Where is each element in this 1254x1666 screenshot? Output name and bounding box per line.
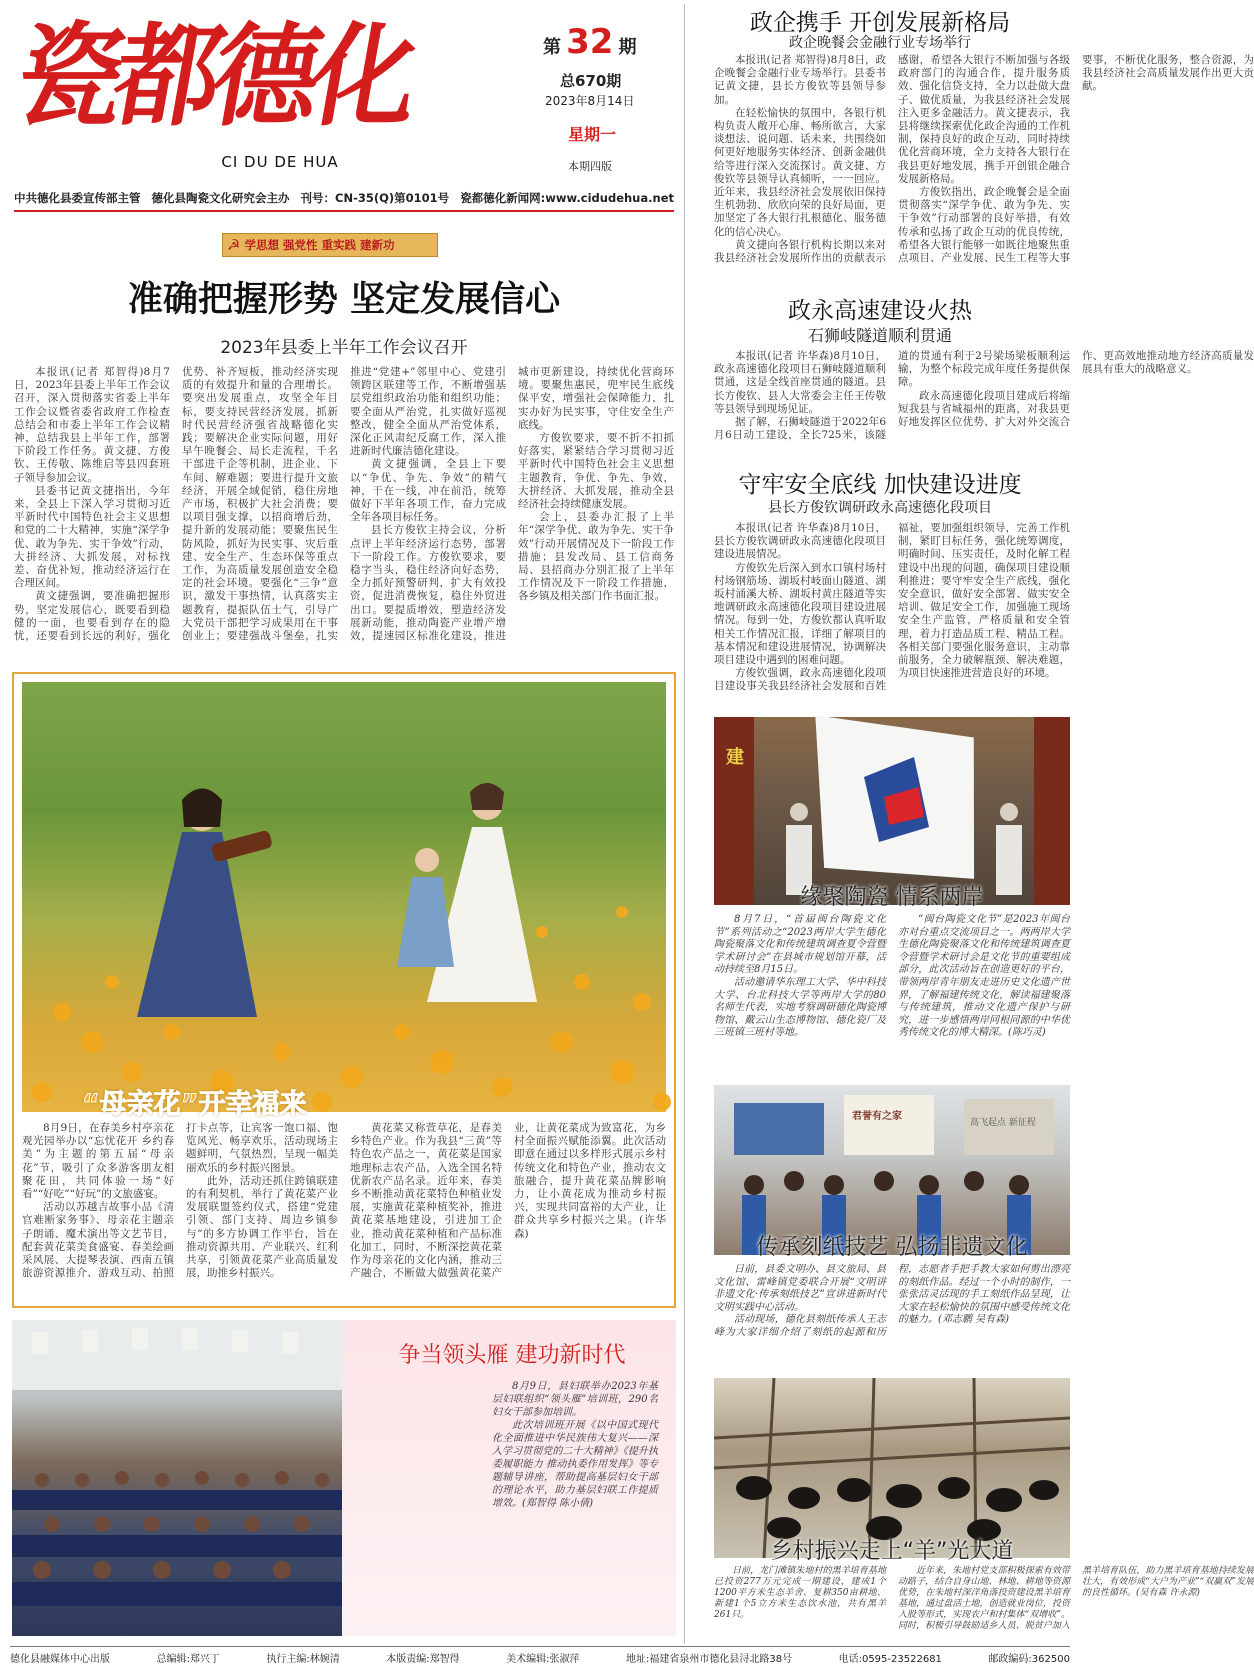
craft-para: 活动现场，德化县刻纸传承人王志峰为大家详细介绍了刻纸的起源和历程，志愿者手把手教大家如何剪出漂亮的刻纸作品。经过一个小时的制作，一张张活灵活现的手工刻纸作品呈现，让大家在轻松愉快的氛围中感受传统文化的魅力。(邓志鹏 吴有森) — [714, 1264, 1070, 1338]
taiwan-scene — [714, 717, 1070, 905]
lead-para: 黄文捷强调，全县上下要以“争优、争先、争效”的精气神，干在一线，冲在前沿，统筹做好下半年各项工作，奋力完成全年各项目标任务。 — [350, 458, 506, 524]
expressway-subhead: 石狮岐隧道顺利贯通 — [807, 326, 952, 345]
women-scene — [12, 1320, 342, 1636]
goat-para: 日前，龙门滩镇朱地村的黑羊培育基地已投资277万元完成一期建设，建成1个1200平方米生态羊舍、复耕350亩耕地、新建1个5立方米生态饮水池，共有黑羊261只。 — [714, 1566, 886, 1620]
info-web: 瓷都德化新闻网:www.cidudehua.net — [460, 191, 674, 205]
screen-text-2: 高飞起点 新征程 — [970, 1118, 1036, 1128]
lead-para: 本报讯(记者 郑智得)8月7日，2023年县委上半年工作会议召开，深入贯彻落实省委上半年工作会议暨省委省政府工作检查总结会和市委上半年工作会议精神，总结我县上半年工作，部署下阶段工作任务。黄文捷、方俊钦、王传敬、陈维启等县四套班子领导参加会议。 — [14, 366, 170, 484]
flag-label-left: 建 — [723, 747, 744, 765]
flower-para: 此外，活动还抓住跨镇联建的有利契机，举行了黄花菜产业发展联盟签约仪式，搭建“党建引领、部门支持、周边乡镇参与”的多方协调工作平台，旨在推动资源共用、产业联兴、红利共享，引领黄花菜产业高质量发展，助推乡村振兴。 — [186, 1174, 338, 1280]
craft-para: 日前，县委文明办、县文旅局、县文化馆、雷峰镇党委联合开展“文明讲非遗文化·传承刻纸技艺”宣讲进新时代文明实践中心活动。 — [714, 1264, 886, 1313]
issue-block — [543, 22, 663, 62]
taiwan-para: 活动邀请华东理工大学、华中科技大学、台北科技大学等两岸大学的80名师生代表，实地考察调研德化陶瓷博物馆、戴云山生态博物馆、德化瓷厂及三班镇三班村等地。 — [714, 976, 886, 1039]
edition: 本期四版 — [568, 160, 612, 173]
masthead — [0, 0, 674, 210]
taiwan-body — [714, 914, 1070, 1068]
politics-body — [714, 54, 1254, 276]
flower-scene — [22, 682, 666, 1112]
info-cn: 刊号：CN-35(Q)第0101号 — [300, 191, 450, 205]
safety-headline: 守牢安全底线 加快建设进度 — [738, 472, 1022, 498]
politics-subhead: 政企晚餐会金融行业专场举行 — [789, 35, 971, 51]
lead-subhead: 2023年县委上半年工作会议召开 — [220, 338, 468, 358]
politics-para: 方俊钦指出，政企晚餐会是全面贯彻落实“深学争优、敢为争先、实干争效”行动部署的良好举措，有效传承和弘扬了政企互动的优良传统，希望各大银行能够一如既往地聚焦重点项目、产业发展、民生工程等大事要事，不断优化服务，整合资源，为我县经济社会高质量发展作出更大贡献。 — [898, 54, 1254, 265]
weekday: 星期一 — [568, 125, 617, 144]
lead-para: 会上，县委办汇报了上半年“深学争优、敢为争先、实干争效”行动开展情况及下一阶段工作措施；县发改局、县工信商务局、县招商办分别汇报了上半年工作情况及下一阶段工作措施，各乡镇及相关部门作书面汇报。 — [518, 511, 674, 603]
footer-rule — [10, 1646, 1070, 1647]
total-issue: 总670期 — [560, 72, 622, 90]
safety-para: 本报讯(记者 许华森)8月10日，县长方俊钦调研政永高速德化段项目建设进展情况。 — [714, 522, 886, 561]
politics-para: 在轻松愉快的氛围中，各银行机构负责人敞开心扉、畅所欲言，大家谈想法、说问题、话未来，共围绕如何更好地服务实体经济、创新金融供给等进行深入交流探讨。黄文捷、方俊钦等县领导认真倾听，一一回应。近年来，我县经济社会发展依旧保持生机勃勃、欣欣向荣的良好局面，更加坚定了各大银行扎根德化、服务德化的信心决心。 — [714, 106, 886, 238]
footer-phone: 电话:0595-23522681 — [838, 1654, 942, 1665]
issue-number: 32 — [566, 22, 614, 62]
slogan-banner — [222, 233, 438, 257]
lead-para: 县委书记黄文捷指出，今年来，全县上下深入学习贯彻习近平新时代中国特色社会主义思想和党的二十大精神，实施“深学争优、敢为争先、实干争效”行动，大拼经济、大抓发展，对标找差、奋优补短，推动经济运行在合理区间。 — [14, 484, 170, 590]
women-para: 8月9日，县妇联举办2023年基层妇联组织“领头雁”培训班，290名妇女干部参加培训。 — [492, 1381, 658, 1418]
footer-art-editor: 美术编辑:张淑萍 — [506, 1654, 580, 1665]
politics-headline: 政企携手 开创发展新格局 — [749, 10, 1011, 36]
safety-subhead: 县长方俊钦调研政永高速德化段项目 — [768, 500, 992, 516]
footer-postcode: 邮政编码:362500 — [988, 1654, 1070, 1665]
footer-address: 地址:福建省泉州市德化县浔北路38号 — [626, 1654, 793, 1665]
footer-publisher: 德化县融媒体中心出版 — [10, 1654, 110, 1665]
women-para: 此次培训班开展《以中国式现代化全面推进中华民族伟大复兴——深入学习贯彻党的二十大精神》《提升执委履职能力 推动执委作用发挥》等专题辅导讲座，帮助提高基层妇女干部的理论水平，助力基层妇联工作提质增效。(郑智得 陈小倩) — [492, 1420, 658, 1509]
politics-para: 黄文捷向各银行机构长期以来对我县经济社会发展所作出的贡献表示感谢，希望各大银行不断加强与各级政府部门的沟通合作，提升服务质效、强化信贷支持，全力以赴做大盘子、做优质量，为我县经济社会发展注入更多金融活力。黄文捷表示，我县将继续探索优化政企沟通的工作机制，保持良好的政企互动，同时持续优化营商环境，全力支持各大银行在我县更好地发展，携手开创银企融合发展新格局。 — [714, 54, 1070, 265]
party-emblem-icon: ☭ — [227, 236, 241, 254]
expressway-headline: 政永高速建设火热 — [788, 298, 972, 324]
expressway-para: 据了解，石狮岐隧道于2022年6月6日动工建设，全长725米，该隧道的贯通有利于2号梁场梁板顺利运输，为整个标段完成年度任务提供保障。 — [714, 350, 1070, 442]
masthead-rule — [14, 210, 674, 212]
lead-para: 县长方俊钦主持会议，分析点评上半年经济运行态势，部署下一阶段工作。方俊钦要求，要稳字当头，稳住经济向好态势，全力抓好预警研判，扩大有效投资，促进消费恢复，稳住外贸进出口。要提质增效，塑造经济发展新动能，推动陶瓷产业增产增效，提速园区标准化建设，推进城市更新建设，持续优化营商环境。要聚焦惠民，兜牢民生底线保平安，增强社会保障能力，扎实办好为民实事，守住安全生产底线。 — [350, 366, 674, 643]
craft-headline: 传承刻纸技艺 弘扬非遗文化 — [756, 1235, 1028, 1260]
women-headline: 争当领头雁 建功新时代 — [398, 1343, 626, 1368]
lead-para: 方俊钦要求，要不折不扣抓好落实，紧紧结合学习贯彻习近平新时代中国特色社会主义思想主题教育，争优、争先、争效，大拼经济、大抓发展，推动全县经济社会持续健康发展。 — [518, 432, 674, 511]
flower-body — [22, 1122, 666, 1300]
column-divider — [684, 4, 685, 1644]
goat-body — [714, 1566, 1254, 1642]
taiwan-headline: 缘聚陶瓷 情系两岸 — [800, 885, 984, 910]
info-host: 德化县陶瓷文化研究会主办 — [151, 191, 290, 205]
screen-text: 君誉有之家 — [852, 1111, 902, 1122]
masthead-title: 瓷都德化 — [6, 9, 422, 142]
flower-para: 黄花菜又称萱草花，是春美乡特色产业。作为我县“三黄”等特色农产品之一，黄花菜是国家地理标志农产品，入选全国名特优新农产品名录。近年来，春美乡不断推动黄花菜特色种植业发展，实施黄花菜种植奖补，推进黄花菜基地建设，引进加工企业，推动黄花菜种植和产品标准化加工，同时，不断深挖黄花菜作为母亲花的文化内涵，推动三产融合，不断做大做强黄花菜产业，让黄花菜成为致富花，为乡村全面振兴赋能添翼。此次活动即意在通过以多样形式展示乡村传统文化和特色产业，推动农文旅融合，提升黄花菜品牌影响力，让小黄花成为推动乡村振兴，实现共同富裕的大产业，让群众共享乡村振兴之果。(许华森) — [350, 1122, 666, 1280]
flower-para: 8月9日，在春美乡村亭亲花观光园举办以“忘忧花开 乡约春美”为主题的第五届“母亲花”节，吸引了众多游客朋友相聚花田，共同体验一场“好看”“好吃”“好玩”的文旅盛宴。 — [22, 1122, 174, 1201]
footer — [10, 1650, 1070, 1665]
flower-caption: “母亲花”开幸福来 — [82, 1089, 307, 1120]
lead-headline: 准确把握形势 坚定发展信心 — [127, 280, 561, 320]
lead-para: 黄文捷强调，要准确把握形势，坚定发展信心，既要看到稳健的一面，也要看到存在的隐忧，还要看到长远的利好，强化优势、补齐短板，推动经济实现质的有效提升和量的合理增长。要突出发展重点，攻坚全年目标，要支持民营经济发展，抓新时代民营经济强省战略德化实践；要解决企业实际问题，用好早午晚餐会、局长走流程，千名干部进千企等机制，进企业、下车间、解难题；要进行提升文旅经济，开展全域促销，稳住房地产市场，积极扩大社会消费；要以项目强支撑，以招商增后劲，提升新的发展动能；要聚焦民生防风险，抓好为民实事、灾后重建、安全生产、生态环保等重点工作，为高质量发展创造安全稳定的社会环境。要强化“三争”意识，激发干事热情，认真落实主题教育，提振队伍士气，引导广大党员干部把学习成果用在干事创业上；要建强战斗堡垒，扎实推进“党建+”邻里中心、党建引领跨区联建等工作，不断增强基层党组织政治功能和组织功能；要全面从严治党，扎实做好巡视整改，健全全面从严治党体系，深化正风肃纪反腐工作，深入推进新时代廉洁德化建设。 — [14, 366, 506, 643]
issue-date: 2023年8月14日 — [545, 94, 635, 108]
slogan-text: 学思想 强党性 重实践 建新功 — [244, 238, 395, 252]
footer-chief-editor: 总编辑:郑兴丁 — [156, 1654, 220, 1665]
footer-executive-editor: 执行主编:林婉清 — [266, 1654, 340, 1665]
taiwan-para: “闽台陶瓷文化节”是2023年闽台亦对台重点交流项目之一。两两岸大学生德化陶瓷聚落文化和传统建筑调查夏令营暨学术研讨会是文化节的重要组成部分，此次活动旨在创造更好的平台，带领两岸青年朋友走进历史文化遗产世界，了解福建传统文化，解读福建聚落与传统建筑，推动文化遗产保护与研究，进一步感悟两岸同根同源的中华优秀传统文化的博大精深。(陈巧灵) — [898, 914, 1070, 1039]
craft-body — [714, 1264, 1070, 1364]
safety-body — [714, 522, 1070, 706]
issue-suffix: 期 — [618, 37, 637, 58]
expressway-para: 本报讯(记者 许华森)8月10日，政永高速德化段项目石狮岐隧道顺利贯通，这是全线首座贯通的隧道。县长方俊钦、县人大常委会主任王传敬等县领导到现场见证。 — [714, 350, 886, 415]
goat-para: 近年来，朱地村党支部积极探索有效带动路子，结合自身山地、林地、耕地等资源优势，在朱地村深洋角落投资建设黑羊培育基地，通过盘活土地，创造就业岗位，投资入股等形式，实现农户和村集体“双增收”。同时，积极引导鼓励适乡人员、脱贫户加入黑羊培育队伍，助力黑羊培育基地持续发展壮大，有效形成“大户为产业”“双赢双”发展的良性循环。(吴有森 许永源) — [898, 1566, 1254, 1631]
women-photo — [12, 1320, 342, 1636]
politics-para: 本报讯(记者 郑智得)8月8日，政企晚餐会金融行业专场举行。县委书记黄文捷，县长方俊钦等县领导参加。 — [714, 54, 886, 106]
issue-prefix: 第 — [543, 37, 561, 58]
flower-para: 活动以苏越吉故事小品《清官难断家务事》、母亲花主题亲子朗诵、魔术演出等文艺节目，配套黄花菜美食盛宴、春美绘画采风展、大提琴表演、西南五镇旅游资源推介、游戏互动、拍照打卡点等，让宾客一饱口福、饱览风光、畅享欢乐，活动现场主题鲜明，气氛热烈，呈现一幅美丽欢乐的乡村振兴图景。 — [22, 1122, 338, 1280]
expressway-para: 政永高速德化段项目建成后将缩短我县与省城福州的距离，对我县更好地发挥区位优势、扩大对外交流合作、更高效地推动地方经济高质量发展具有重大的战略意义。 — [898, 350, 1254, 429]
taiwan-photo — [714, 717, 1070, 905]
taiwan-para: 8月7日，“首届闽台陶瓷文化节”系列活动之“2023两岸大学生德化陶瓷聚落文化和传统建筑调查夏令营暨学术研讨会”在县城市规划馆开幕，活动持续至8月15日。 — [714, 914, 886, 976]
goat-scene — [714, 1378, 1070, 1558]
women-body — [492, 1380, 658, 1604]
info-bar — [14, 190, 674, 206]
goat-photo — [714, 1378, 1070, 1558]
safety-para: 方俊钦先后深入到水口镇村场村村场钢筋场、湖坂村岐面山隧道、湖坂村涌溪大桥、湖坂村黄庄隧道等实地调研政永高速德化段项目建设进展情况。每到一处，方俊钦都认真听取相关工作情况汇报，详细了解项目的基本情况和建设进展情况，协调解决项目建设中遇到的困难问题。 — [714, 561, 886, 667]
expressway-body — [714, 350, 1254, 454]
info-organizer: 中共德化县委宣传部主管 — [14, 191, 141, 205]
goat-headline: 乡村振兴走上“羊”光大道 — [770, 1539, 1014, 1564]
safety-para: 方俊钦强调，政永高速德化段项目建设事关我县经济社会发展和百姓福祉，要加强组织领导，完善工作机制，紧盯目标任务，强化统筹调度，明确时间、压实责任，及时化解工程建设中出现的问题，确保项目建设顺利推进；要守牢安全生产底线，强化安全意识，做好安全部署、做实安全培训、做足安全工作，加强施工现场安全生产监管，严格质量和安全管理，着力打造品质工程、精品工程。各相关部门要强化服务意识，主动靠前服务，全力破解瓶颈、解决难题，为项目快速推进营造良好的环境。 — [714, 522, 1070, 693]
masthead-pinyin: CI DU DE HUA — [221, 153, 339, 171]
flower-photo — [22, 682, 666, 1112]
footer-page-editor: 本版责编:郑智得 — [386, 1654, 460, 1665]
lead-body — [14, 366, 674, 654]
